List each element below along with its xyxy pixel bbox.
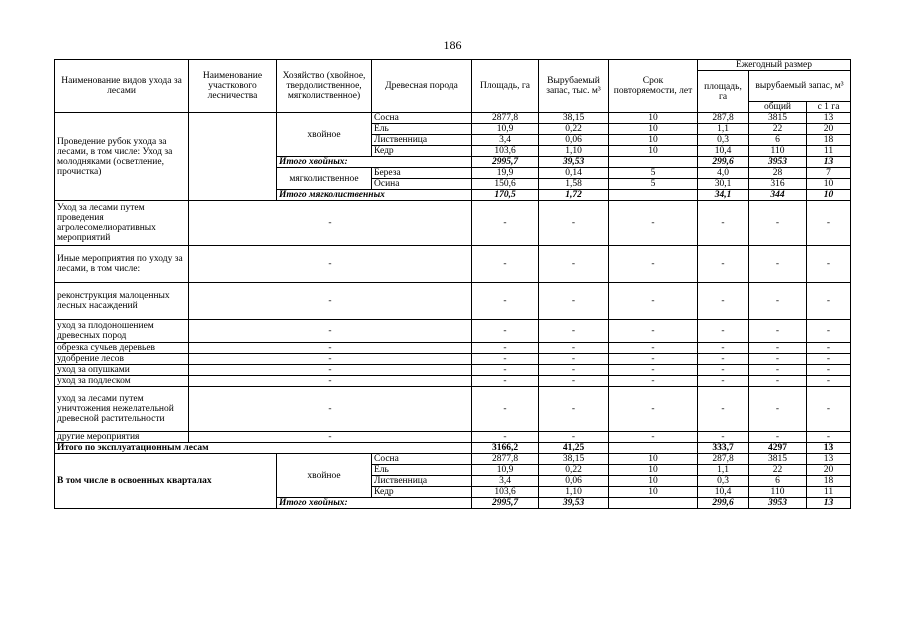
dash-cell: -	[472, 354, 539, 365]
dash-cell: -	[609, 432, 698, 443]
forestry-cell	[189, 113, 277, 201]
annual-area-cell: 0,3	[698, 135, 749, 146]
volume-cell: 39,53	[539, 157, 609, 168]
dash-cell: -	[609, 246, 698, 283]
annual-area-cell: 10,4	[698, 146, 749, 157]
dash-cell: -	[539, 201, 609, 246]
table-row	[55, 376, 851, 387]
area-cell: 103,6	[472, 487, 539, 498]
dash-cell: -	[698, 387, 749, 432]
dash-cell: -	[698, 201, 749, 246]
species-cell: Ель	[372, 124, 472, 135]
annual-per-ha-cell: 13	[807, 157, 851, 168]
table-row	[55, 387, 851, 432]
dash-cell: -	[749, 283, 807, 320]
dash-cell: -	[189, 387, 472, 432]
dash-cell: -	[189, 376, 472, 387]
period-cell: 10	[609, 135, 698, 146]
dash-cell: -	[189, 201, 472, 246]
annual-total-cell: 110	[749, 146, 807, 157]
dash-cell: -	[749, 432, 807, 443]
coniferous-label: хвойное	[277, 454, 372, 498]
annual-area-cell: 287,8	[698, 454, 749, 465]
header-farm: Хозяйство (хвойное, твердолиственное, мягколиственное)	[277, 60, 372, 113]
header-forestry: Наименование участкового лесничества	[189, 60, 277, 113]
period-cell	[609, 498, 698, 509]
annual-per-ha-cell: 10	[807, 179, 851, 190]
period-cell: 10	[609, 487, 698, 498]
volume-cell: 1,10	[539, 487, 609, 498]
dash-cell: -	[609, 283, 698, 320]
other-activities	[55, 201, 851, 443]
grand-total-label: Итого по эксплуатационным лесам	[55, 443, 472, 454]
dash-cell: -	[189, 365, 472, 376]
dash-cell: -	[698, 246, 749, 283]
area-cell: 2995,7	[472, 157, 539, 168]
activity-name: уход за опушками	[55, 365, 189, 376]
annual-per-ha-cell: 13	[807, 498, 851, 509]
annual-per-ha-cell: 18	[807, 476, 851, 487]
dash-cell: -	[539, 432, 609, 443]
period-cell: 10	[609, 124, 698, 135]
annual-area-cell: 4,0	[698, 168, 749, 179]
section2-label: В том числе в освоенных кварталах	[55, 454, 277, 509]
annual-per-ha-cell: 20	[807, 124, 851, 135]
activity-name: Уход за лесами путем проведения агролесомелиоративных мероприятий	[55, 201, 189, 246]
dash-cell: -	[189, 343, 472, 354]
dash-cell: -	[472, 320, 539, 343]
dash-cell: -	[749, 320, 807, 343]
annual-per-ha-cell: 20	[807, 465, 851, 476]
period-cell	[609, 157, 698, 168]
dash-cell: -	[539, 246, 609, 283]
header-species: Древесная порода	[372, 60, 472, 113]
table-row	[55, 113, 851, 124]
annual-area-cell: 34,1	[698, 190, 749, 201]
dash-cell: -	[609, 343, 698, 354]
period-cell: 10	[609, 465, 698, 476]
table-row	[55, 283, 851, 320]
table-row	[55, 454, 851, 465]
grand-total-row	[55, 443, 851, 454]
dash-cell: -	[539, 320, 609, 343]
dash-cell: -	[807, 376, 851, 387]
dash-cell: -	[807, 201, 851, 246]
dash-cell: -	[698, 365, 749, 376]
species-cell: Ель	[372, 465, 472, 476]
area-cell: 10,9	[472, 124, 539, 135]
dash-cell: -	[807, 343, 851, 354]
annual-total-cell: 22	[749, 465, 807, 476]
activity-name: уход за подлеском	[55, 376, 189, 387]
coniferous-label: хвойное	[277, 113, 372, 157]
dash-cell: -	[698, 354, 749, 365]
dash-cell: -	[698, 376, 749, 387]
header-row	[55, 60, 851, 71]
annual-per-ha-cell: 13	[807, 113, 851, 124]
annual-per-ha-cell: 11	[807, 487, 851, 498]
annual-per-ha-cell: 10	[807, 190, 851, 201]
dash-cell: -	[609, 354, 698, 365]
species-cell: Кедр	[372, 146, 472, 157]
dash-cell: -	[472, 387, 539, 432]
dash-cell: -	[749, 246, 807, 283]
volume-cell: 1,10	[539, 146, 609, 157]
area-cell: 150,6	[472, 179, 539, 190]
dash-cell: -	[539, 387, 609, 432]
table-row	[55, 201, 851, 246]
table-row	[55, 365, 851, 376]
dash-cell: -	[539, 354, 609, 365]
table-row	[55, 354, 851, 365]
activity-name: удобрение лесов	[55, 354, 189, 365]
annual-total-cell: 344	[749, 190, 807, 201]
period-cell: 10	[609, 454, 698, 465]
dash-cell: -	[807, 283, 851, 320]
section1-label: Проведение рубок ухода за лесами, в том числе: Уход за молодняками (осветление, прочистка)	[55, 113, 189, 201]
volume-cell: 39,53	[539, 498, 609, 509]
annual-area-cell: 299,6	[698, 157, 749, 168]
species-cell: Лиственница	[372, 476, 472, 487]
period-cell: 5	[609, 179, 698, 190]
annual-area-cell: 287,8	[698, 113, 749, 124]
volume-cell: 0,22	[539, 465, 609, 476]
annual-area-cell: 1,1	[698, 124, 749, 135]
dash-cell: -	[609, 387, 698, 432]
dash-cell: -	[749, 343, 807, 354]
annual-per-ha-cell: 18	[807, 135, 851, 146]
annual-area-cell: 333,7	[698, 443, 749, 454]
area-cell: 2995,7	[472, 498, 539, 509]
volume-cell: 1,72	[539, 190, 609, 201]
period-cell: 10	[609, 146, 698, 157]
dash-cell: -	[472, 343, 539, 354]
dash-cell: -	[539, 283, 609, 320]
activity-name: уход за плодоношением древесных пород	[55, 320, 189, 343]
header-area: Площадь, га	[472, 60, 539, 113]
annual-per-ha-cell: 13	[807, 454, 851, 465]
annual-area-cell: 30,1	[698, 179, 749, 190]
table-row	[55, 343, 851, 354]
volume-cell: 1,58	[539, 179, 609, 190]
dash-cell: -	[807, 365, 851, 376]
subtotal-label: Итого мягколиственных	[277, 190, 472, 201]
annual-area-cell: 299,6	[698, 498, 749, 509]
volume-cell: 38,15	[539, 454, 609, 465]
area-cell: 19,9	[472, 168, 539, 179]
area-cell: 103,6	[472, 146, 539, 157]
period-cell	[609, 190, 698, 201]
activity-name: реконструкция малоценных лесных насаждений	[55, 283, 189, 320]
subtotal-label: Итого хвойных:	[277, 157, 472, 168]
annual-per-ha-cell: 13	[807, 443, 851, 454]
table-row	[55, 246, 851, 283]
dash-cell: -	[189, 246, 472, 283]
annual-total-cell: 6	[749, 135, 807, 146]
area-cell: 2877,8	[472, 113, 539, 124]
annual-per-ha-cell: 11	[807, 146, 851, 157]
forest-care-table	[54, 59, 851, 509]
annual-area-cell: 0,3	[698, 476, 749, 487]
dash-cell: -	[698, 343, 749, 354]
dash-cell: -	[749, 376, 807, 387]
volume-cell: 38,15	[539, 113, 609, 124]
species-cell: Сосна	[372, 454, 472, 465]
annual-total-cell: 3815	[749, 454, 807, 465]
volume-cell: 0,14	[539, 168, 609, 179]
dash-cell: -	[609, 376, 698, 387]
header-annual-area: площадь, га	[698, 71, 749, 113]
header-period: Срок повторяемости, лет	[609, 60, 698, 113]
dash-cell: -	[189, 432, 472, 443]
annual-total-cell: 6	[749, 476, 807, 487]
period-cell	[609, 443, 698, 454]
period-cell: 10	[609, 476, 698, 487]
dash-cell: -	[472, 365, 539, 376]
dash-cell: -	[749, 354, 807, 365]
activity-name: уход за лесами путем уничтожения нежелательной древесной растительности	[55, 387, 189, 432]
species-cell: Кедр	[372, 487, 472, 498]
volume-cell: 0,06	[539, 135, 609, 146]
dash-cell: -	[807, 387, 851, 432]
dash-cell: -	[539, 343, 609, 354]
area-cell: 170,5	[472, 190, 539, 201]
volume-cell: 41,25	[539, 443, 609, 454]
dash-cell: -	[807, 354, 851, 365]
dash-cell: -	[749, 365, 807, 376]
header-annual: Ежегодный размер	[698, 60, 851, 71]
area-cell: 2877,8	[472, 454, 539, 465]
dash-cell: -	[807, 246, 851, 283]
area-cell: 3166,2	[472, 443, 539, 454]
area-cell: 3,4	[472, 135, 539, 146]
dash-cell: -	[749, 201, 807, 246]
annual-total-cell: 22	[749, 124, 807, 135]
activity-name: обрезка сучьев деревьев	[55, 343, 189, 354]
dash-cell: -	[749, 387, 807, 432]
page-number: 186	[443, 38, 462, 52]
dash-cell: -	[609, 365, 698, 376]
header-total: общий	[749, 102, 807, 113]
annual-total-cell: 3815	[749, 113, 807, 124]
period-cell: 10	[609, 113, 698, 124]
header-care-type: Наименование видов ухода за лесами	[55, 60, 189, 113]
dash-cell: -	[698, 432, 749, 443]
annual-total-cell: 4297	[749, 443, 807, 454]
subtotal-label: Итого хвойных:	[277, 498, 472, 509]
annual-total-cell: 110	[749, 487, 807, 498]
annual-per-ha-cell: 7	[807, 168, 851, 179]
dash-cell: -	[189, 354, 472, 365]
dash-cell: -	[472, 283, 539, 320]
annual-area-cell: 10,4	[698, 487, 749, 498]
dash-cell: -	[472, 376, 539, 387]
dash-cell: -	[189, 283, 472, 320]
table-row	[55, 320, 851, 343]
dash-cell: -	[539, 365, 609, 376]
volume-cell: 0,22	[539, 124, 609, 135]
dash-cell: -	[609, 320, 698, 343]
activity-name: Иные мероприятия по уходу за лесами, в том числе:	[55, 246, 189, 283]
dash-cell: -	[472, 432, 539, 443]
period-cell: 5	[609, 168, 698, 179]
annual-total-cell: 3953	[749, 498, 807, 509]
dash-cell: -	[807, 320, 851, 343]
annual-area-cell: 1,1	[698, 465, 749, 476]
header-annual-volume: вырубаемый запас, м³	[749, 71, 851, 102]
table-row	[55, 432, 851, 443]
dash-cell: -	[609, 201, 698, 246]
species-cell: Лиственница	[372, 135, 472, 146]
deciduous-label: мягколиственное	[277, 168, 372, 190]
annual-total-cell: 316	[749, 179, 807, 190]
dash-cell: -	[189, 320, 472, 343]
dash-cell: -	[472, 201, 539, 246]
annual-total-cell: 28	[749, 168, 807, 179]
header-per-ha: с 1 га	[807, 102, 851, 113]
species-cell: Береза	[372, 168, 472, 179]
species-cell: Осина	[372, 179, 472, 190]
species-cell: Сосна	[372, 113, 472, 124]
dash-cell: -	[698, 320, 749, 343]
dash-cell: -	[539, 376, 609, 387]
header-volume: Вырубаемый запас, тыс. м³	[539, 60, 609, 113]
volume-cell: 0,06	[539, 476, 609, 487]
area-cell: 10,9	[472, 465, 539, 476]
annual-total-cell: 3953	[749, 157, 807, 168]
dash-cell: -	[807, 432, 851, 443]
area-cell: 3,4	[472, 476, 539, 487]
dash-cell: -	[698, 283, 749, 320]
activity-name: другие мероприятия	[55, 432, 189, 443]
dash-cell: -	[472, 246, 539, 283]
